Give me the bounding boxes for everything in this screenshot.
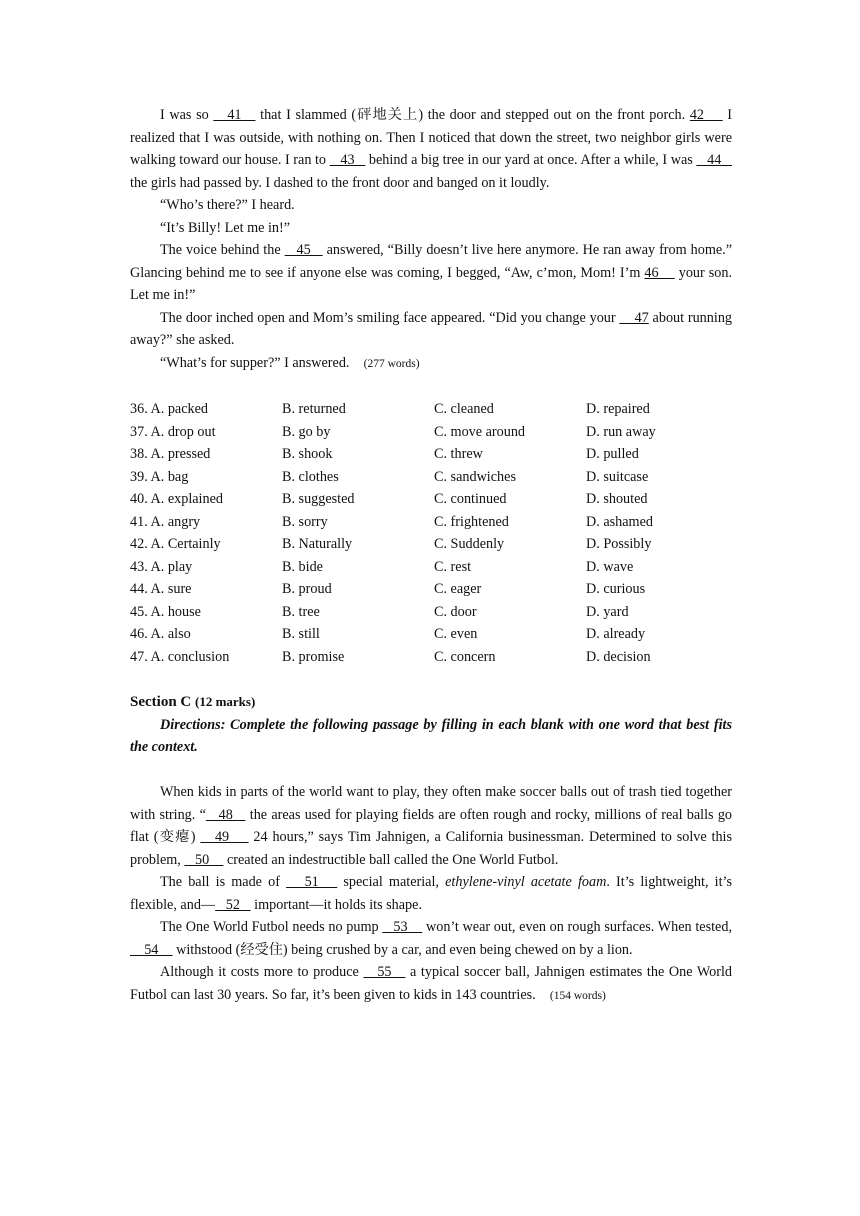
word-count: (277 words) [363, 357, 420, 370]
blank-54: 54 [130, 941, 173, 958]
passage1-paragraph-3: “It’s Billy! Let me in!” [160, 219, 291, 236]
option-row-46: 46. A. also B. still C. even D. already [130, 626, 646, 642]
passage2-paragraph-2: The ball is made of 51 special material, ethylene-vinyl acetate foam. It’s lightweight, it’s flexible, and— 52 important—it holds its shape. [130, 874, 732, 913]
blank-49: 49 [200, 829, 249, 845]
option-row-37: 37. A. drop out B. go by C. move around D. run away [130, 423, 656, 440]
option-row-38: 38. A. pressed B. shook C. threw D. pulled [130, 446, 639, 462]
blank-50: 50 [184, 851, 224, 868]
passage1-paragraph-4: The voice behind the 45 answered, “Billy doesn’t live here anymore. He ran away from home.” Glancing behind me to see if anyone else was coming, I begged, “Aw, c’mon, Mom! I’m 46 your son. Let me in!” [130, 242, 733, 303]
blank-48: 48 [205, 806, 246, 823]
option-row-39: 39. A. bag B. clothes C. sandwiches D. suitcase [130, 468, 649, 485]
option-row-45: 45. A. house B. tree C. door D. yard [130, 603, 629, 620]
passage2-paragraph-4: Although it costs more to produce 55 a typical soccer ball, Jahnigen estimates the One World Futbol can last 30 years. So far, it’s been given to kids in 143 countries. (154 words) [130, 964, 732, 1003]
blank-44: 44 [696, 152, 733, 168]
section-c-heading: Section C (12 marks) [130, 694, 256, 710]
blank-42: 42 [689, 107, 723, 123]
passage2 [130, 781, 732, 1007]
passage1-paragraph-1: I was so 41 that I slammed (砰地关上) the door and stepped out on the front porch. 42 I realized that I was outside, with nothing on. Then I noticed that down the street, two neighbor girls were walking toward our house. I ran to 43 behind a big tree in our yard at once. After a while, I was 44 the girls had passed by. I dashed to the front door and banged on it loudly. [130, 107, 733, 191]
passage1-paragraph-6: “What’s for supper?” I answered. (277 words) [160, 354, 420, 371]
option-row-40: 40. A. explained B. suggested C. continued D. shouted [130, 491, 648, 507]
blank-45: 45 [284, 242, 323, 258]
option-row-42: 42. A. Certainly B. Naturally C. Suddenly D. Possibly [130, 536, 652, 552]
blank-46: 46 [644, 264, 675, 281]
blank-53: 53 [382, 919, 423, 935]
blank-47: 47 [619, 309, 649, 326]
option-row-41: 41. A. angry B. sorry C. frightened D. ashamed [130, 513, 653, 530]
blank-52: 52 [215, 896, 251, 913]
options-table [130, 398, 732, 668]
section-c-directions: Directions: Complete the following passage by filling in each blank with one word that best fits the context. [130, 716, 732, 755]
blank-51: 51 [286, 874, 338, 890]
blank-55: 55 [363, 964, 406, 980]
blank-43: 43 [329, 152, 366, 168]
passage2-paragraph-3: The One World Futbol needs no pump 53 won’t wear out, even on rough surfaces. When tested, 54 withstood (经受住) being crushed by a car, and even being chewed on by a lion. [130, 919, 732, 958]
option-row-44: 44. A. sure B. proud C. eager D. curious [130, 581, 646, 597]
passage2-paragraph-1: When kids in parts of the world want to play, they often make soccer balls out of trash tied together with string. “ 48 the areas used for playing fields are often rough and rocky, millions of real balls go flat (变瘪) 49 24 hours,” says Tim Jahnigen, a California businessman. Determined to solve this problem, 50 created an indestructible ball called the One World Futbol. [130, 784, 733, 868]
option-row-47: 47. A. conclusion B. promise C. concern D. decision [130, 648, 651, 665]
blank-41: 41 [213, 107, 256, 123]
document-page [130, 104, 732, 1007]
passage1-paragraph-2: “Who’s there?” I heard. [160, 197, 295, 213]
option-row-36: 36. A. packed B. returned C. cleaned D. repaired [130, 401, 650, 417]
option-row-43: 43. A. play B. bide C. rest D. wave [130, 558, 634, 575]
passage1-paragraph-5: The door inched open and Mom’s smiling face appeared. “Did you change your 47 about running away?” she asked. [130, 309, 733, 348]
word-count-2: (154 words) [549, 989, 606, 1002]
